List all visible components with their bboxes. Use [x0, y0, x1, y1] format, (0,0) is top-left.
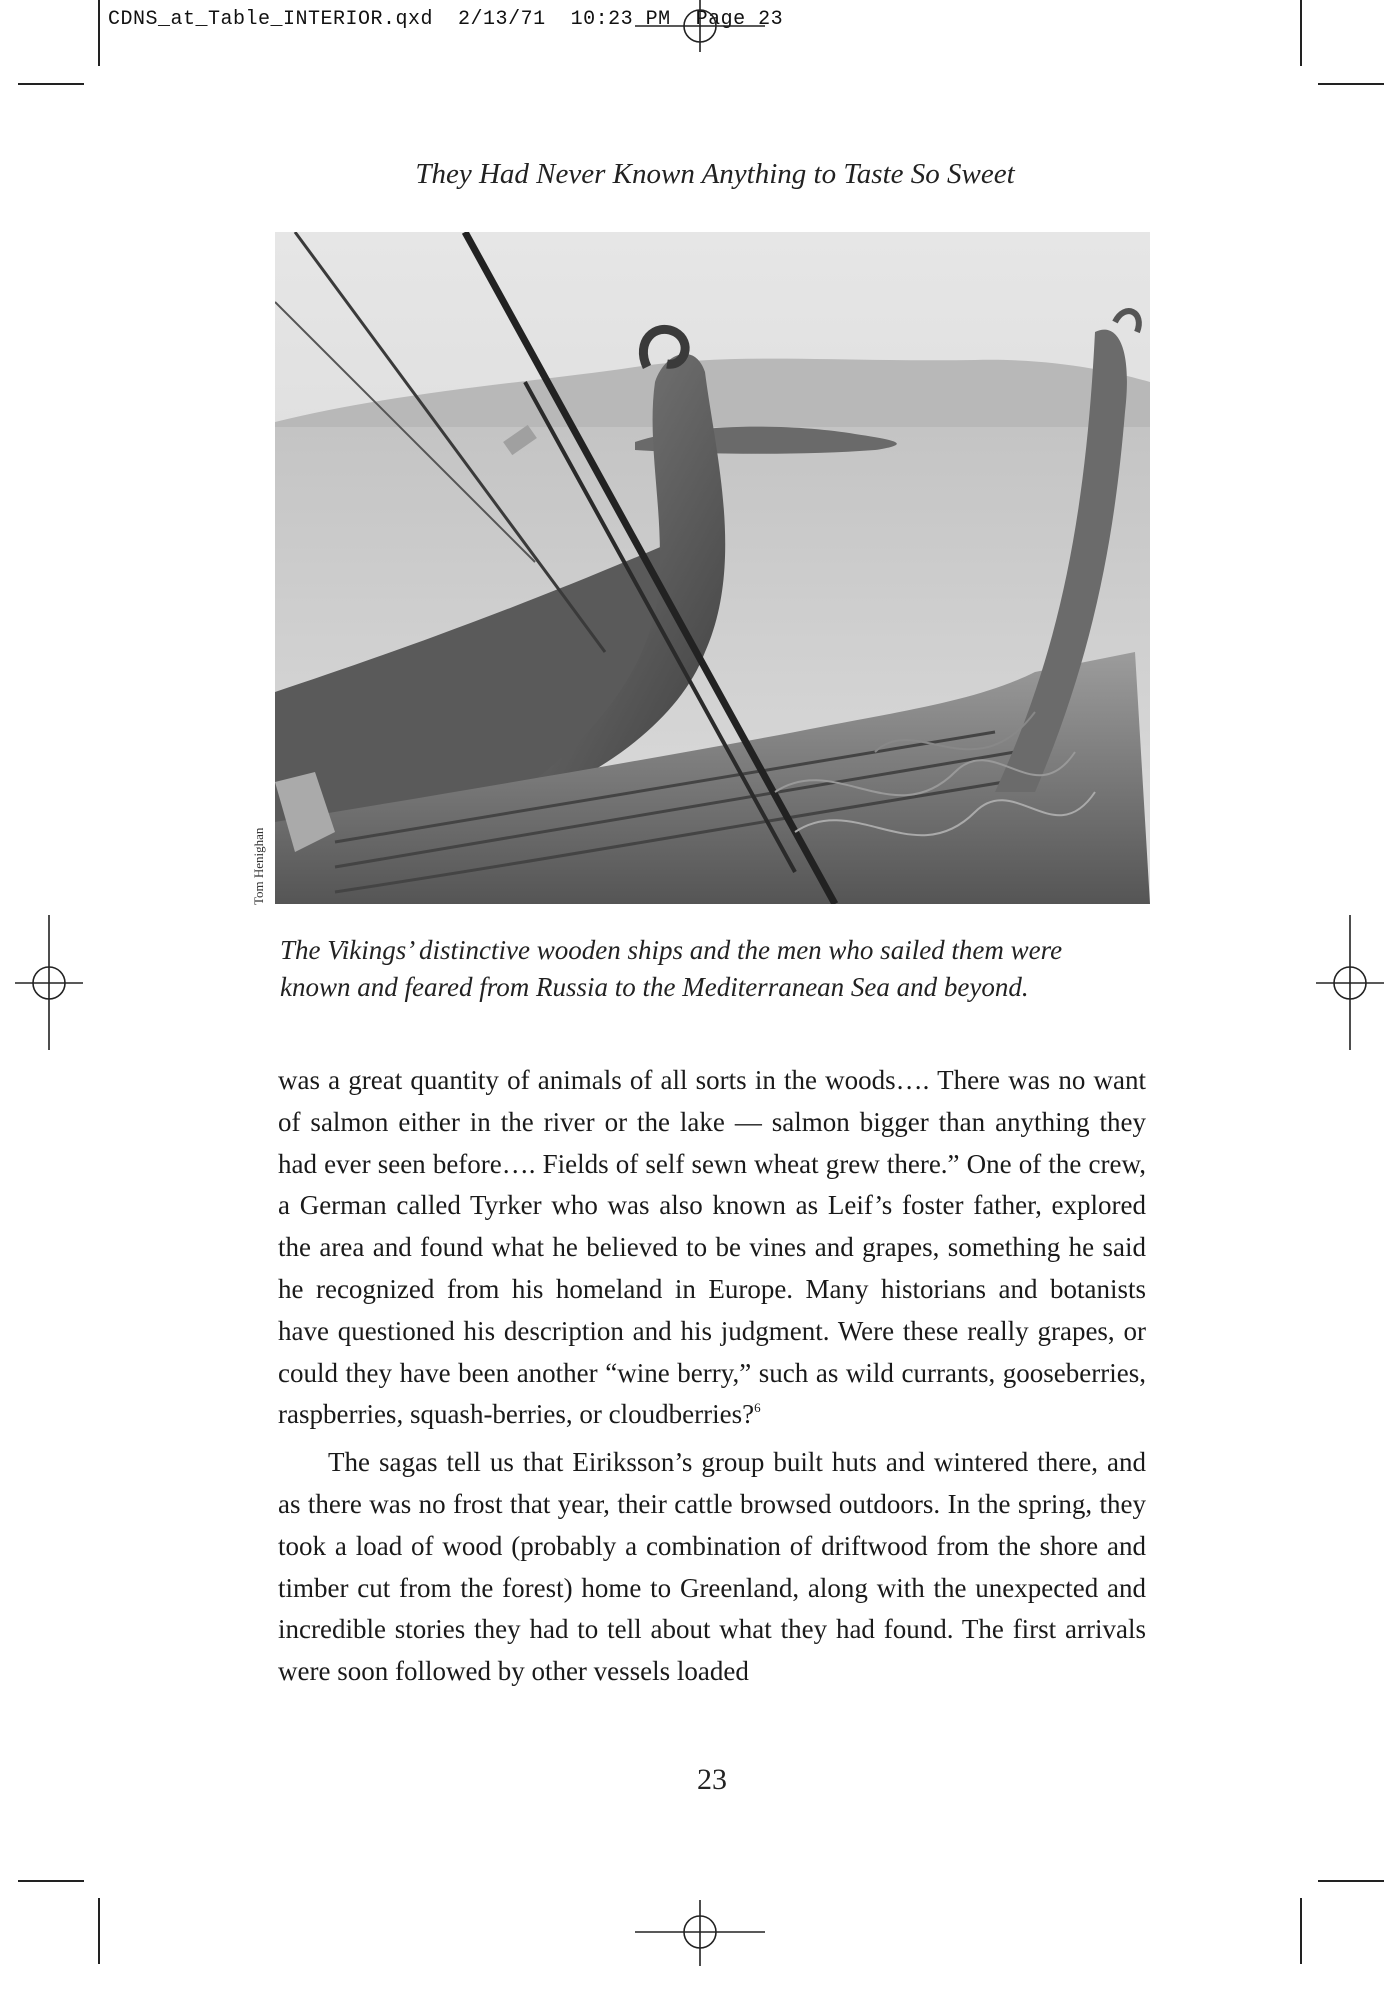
- paragraph-2: The sagas tell us that Eiriksson’s group built huts and wintered there, and as there was no frost that year, their cattle browsed outdoors. In the spring, they took a load of wood (probably a combination of driftwood from the shore and timber cut from the forest) home to Greenland, along with the unexpected and incredible stories they had to tell about what they had found. The first arrivals were soon followed by other vessels loaded: [278, 1447, 1146, 1687]
- footnote-ref: 6: [754, 1400, 761, 1416]
- page-number: 23: [697, 1763, 727, 1796]
- viking-ships-photo: [275, 232, 1150, 904]
- photo-caption: [280, 932, 1140, 1006]
- caption-line-1: The Vikings’ distinctive wooden ships and the men who sailed them were: [280, 935, 1063, 965]
- paragraph-1-text: was a great quantity of animals of all sorts in the woods…. There was no want of salmon either in the river or the lake — salmon bigger than anything they had ever seen before…. Fields of self sewn wheat grew there.” One of the crew, a German called Tyrker who was also known as Leif’s foster father, explored the area and found what he believed to be vines and grapes, something he said he recognized from his homeland in Europe. Many historians and botanists have questioned his description and his judgment. Were these really grapes, or could they have been another “wine berry,” such as wild currants, gooseberries, raspberries, squash-berries, or cloudberries?: [278, 1065, 1146, 1430]
- running-head: They Had Never Known Anything to Taste So Sweet: [415, 158, 1015, 190]
- photo-credit: Tom Henighan: [251, 827, 266, 905]
- slug-line: CDNS_at_Table_INTERIOR.qxd 2/13/71 10:23 PM Page 23: [108, 8, 784, 31]
- paragraph-1: [278, 1060, 1146, 1436]
- body-text: [278, 1060, 1146, 1693]
- caption-line-2: known and feared from Russia to the Mediterranean Sea and beyond.: [280, 972, 1029, 1002]
